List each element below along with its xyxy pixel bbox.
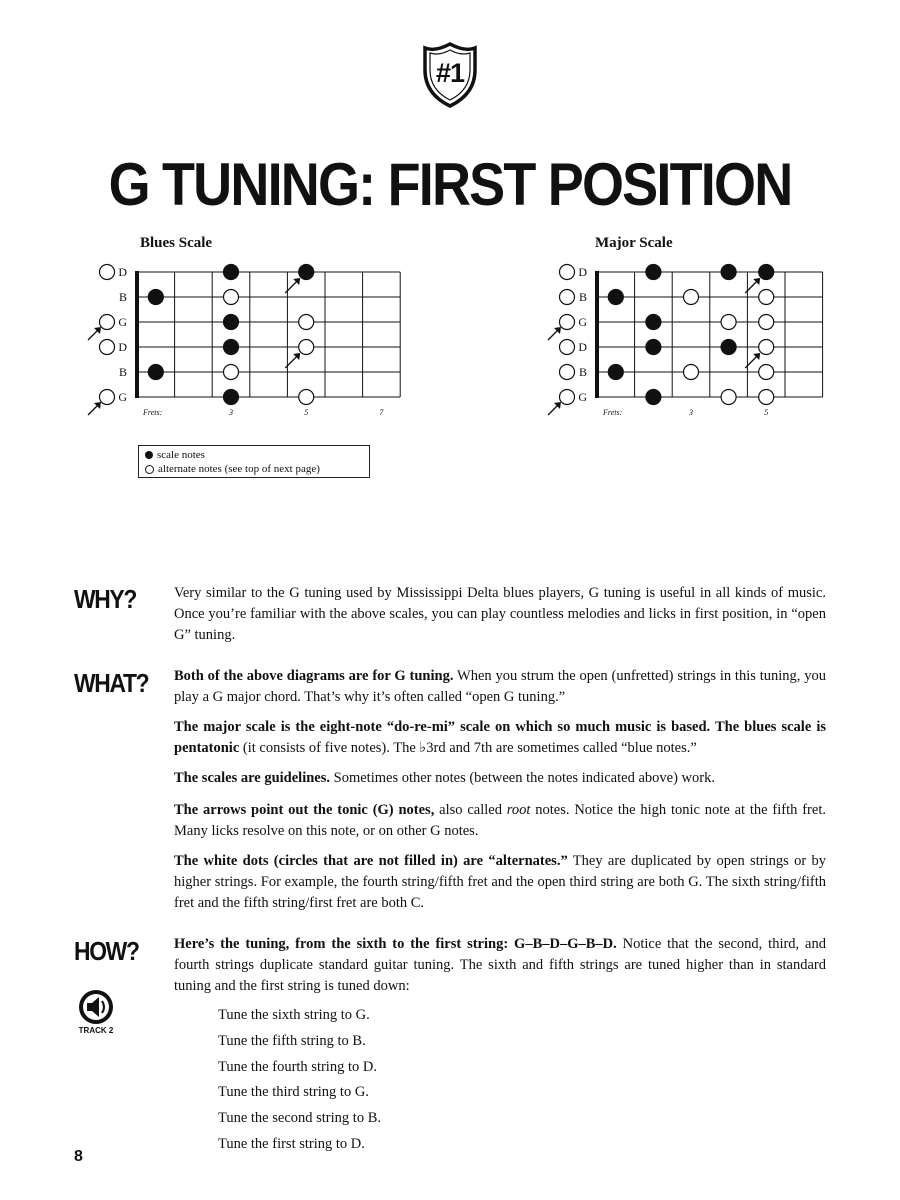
chapter-badge: #1 — [435, 58, 465, 88]
open-string-note — [100, 265, 115, 280]
major-scale-title: Major Scale — [595, 235, 673, 251]
scale-note — [224, 390, 239, 405]
alternate-note — [721, 390, 736, 405]
alternate-note — [759, 390, 774, 405]
string-label: B — [118, 290, 127, 304]
string-label: B — [578, 290, 587, 304]
scale-note — [608, 290, 623, 305]
string-label: D — [578, 265, 587, 279]
scale-note — [148, 365, 163, 380]
string-label: D — [118, 340, 127, 354]
tuning-step: Tune the fourth string to D. — [218, 1059, 377, 1075]
string-label: G — [578, 390, 587, 404]
blues-scale-fretboard — [80, 260, 420, 430]
scale-note — [224, 340, 239, 355]
alternate-note — [759, 365, 774, 380]
what-p1-text: When you strum the open (unfretted) strings in this tuning, you play a G major chord. That’s why it’s often called “open G tuning.” — [174, 668, 826, 705]
open-string-note — [100, 390, 115, 405]
tuning-step: Tune the third string to G. — [218, 1084, 369, 1100]
scale-note — [299, 265, 314, 280]
scale-note — [721, 265, 736, 280]
string-label: D — [118, 265, 127, 279]
major-scale-fretboard — [540, 260, 840, 430]
what-p2-text: (it consists of five notes). The ♭3rd and 7th are sometimes called “blue notes.” — [239, 740, 697, 756]
how-p1-text: Notice that the second, third, and fourth strings duplicate standard guitar tuning. The sixth and fifth strings are tuned higher than in standard tuning and the first string is tuned down: — [174, 936, 826, 994]
alternate-note — [224, 365, 239, 380]
what-p5-text: They are duplicated by open strings or by higher strings. For example, the fourth string/fifth fret and the open third string are both G. The sixth string/fifth fret and the fifth string/first fret are both C. — [174, 853, 826, 911]
string-label: G — [118, 390, 127, 404]
how-paragraph — [174, 934, 826, 997]
legend-scale-notes — [145, 448, 363, 462]
page-number: 8 — [74, 1148, 83, 1165]
why-paragraph: Very similar to the G tuning used by Mississippi Delta blues players, G tuning is useful in all kinds of music. Once you’re familiar with the above scales, you can play countless melodies and licks in first position, in “open G” tuning. — [174, 585, 826, 643]
alternate-note — [299, 315, 314, 330]
what-paragraph-4 — [174, 800, 826, 842]
what-paragraph-1 — [174, 666, 826, 708]
what-paragraph-2 — [174, 717, 826, 759]
audio-track-icon[interactable] — [77, 988, 115, 1026]
alternate-note — [759, 340, 774, 355]
alternate-note — [721, 315, 736, 330]
scale-note — [148, 290, 163, 305]
string-label: B — [118, 365, 127, 379]
tuning-step: Tune the first string to D. — [218, 1136, 365, 1152]
open-dot-icon — [145, 465, 154, 474]
how-p1-bold: Here’s the tuning, from the sixth to the first string: G–B–D–G–B–D. — [174, 936, 617, 952]
scale-note — [646, 265, 661, 280]
legend-alternate-notes-label: alternate notes (see top of next page) — [158, 463, 320, 475]
fret-number: 3 — [229, 408, 233, 417]
what-p4-bold: The arrows point out the tonic (G) notes, — [174, 802, 435, 818]
legend-alternate-notes — [145, 462, 363, 476]
alternate-note — [759, 290, 774, 305]
alternate-note — [684, 365, 699, 380]
open-string-note — [560, 365, 575, 380]
frets-label: Frets: — [603, 408, 623, 417]
scale-note — [646, 315, 661, 330]
filled-dot-icon — [145, 451, 153, 459]
what-p3-bold: The scales are guidelines. — [174, 770, 331, 786]
open-string-note — [560, 290, 575, 305]
string-label: D — [578, 340, 587, 354]
open-string-note — [100, 340, 115, 355]
open-string-note — [560, 315, 575, 330]
fret-number: 3 — [689, 408, 693, 417]
open-string-note — [560, 340, 575, 355]
open-string-note — [560, 390, 575, 405]
what-p3-text: Sometimes other notes (between the notes indicated above) work. — [330, 770, 715, 786]
scale-note — [721, 340, 736, 355]
how-heading: HOW? — [74, 936, 139, 966]
what-p4-text-b: notes. Notice the high tonic note at the fifth fret. Many licks resolve on this note, or on other G notes. — [174, 802, 826, 839]
why-heading: WHY? — [74, 584, 137, 614]
tuning-step: Tune the second string to B. — [218, 1110, 381, 1126]
string-label: G — [578, 315, 587, 329]
tuning-step: Tune the fifth string to B. — [218, 1033, 366, 1049]
what-paragraph-5 — [174, 851, 826, 914]
what-p1-bold: Both of the above diagrams are for G tuning. — [174, 668, 454, 684]
fret-number: 5 — [764, 408, 769, 417]
what-p2-bold: The major scale is the eight-note “do-re-mi” scale on which so much music is based. The blues scale is pentatonic — [174, 719, 826, 756]
fret-number: 5 — [304, 408, 309, 417]
alternate-note — [684, 290, 699, 305]
scale-note — [646, 340, 661, 355]
legend-scale-notes-label: scale notes — [157, 449, 205, 461]
alternate-note — [299, 340, 314, 355]
scale-note — [646, 390, 661, 405]
frets-label: Frets: — [143, 408, 163, 417]
track-label: TRACK 2 — [78, 1026, 114, 1035]
what-p4-text-a: also called — [434, 802, 507, 818]
scale-note — [608, 365, 623, 380]
what-p5-bold: The white dots (circles that are not filled in) are “alternates.” — [174, 853, 568, 869]
page-title: G TUNING: FIRST POSITION — [108, 151, 792, 218]
open-string-note — [560, 265, 575, 280]
string-label: B — [578, 365, 587, 379]
alternate-note — [299, 390, 314, 405]
alternate-note — [759, 315, 774, 330]
string-label: G — [118, 315, 127, 329]
what-heading: WHAT? — [74, 668, 149, 698]
scale-note — [224, 315, 239, 330]
alternate-note — [224, 290, 239, 305]
blues-scale-title: Blues Scale — [140, 235, 213, 251]
what-p4-italic: root — [506, 802, 531, 818]
scale-note — [224, 265, 239, 280]
scale-note — [759, 265, 774, 280]
tuning-step: Tune the sixth string to G. — [218, 1007, 370, 1023]
diagram-legend — [138, 445, 370, 478]
open-string-note — [100, 315, 115, 330]
what-paragraph-3 — [174, 768, 826, 789]
fret-number: 7 — [379, 408, 384, 417]
